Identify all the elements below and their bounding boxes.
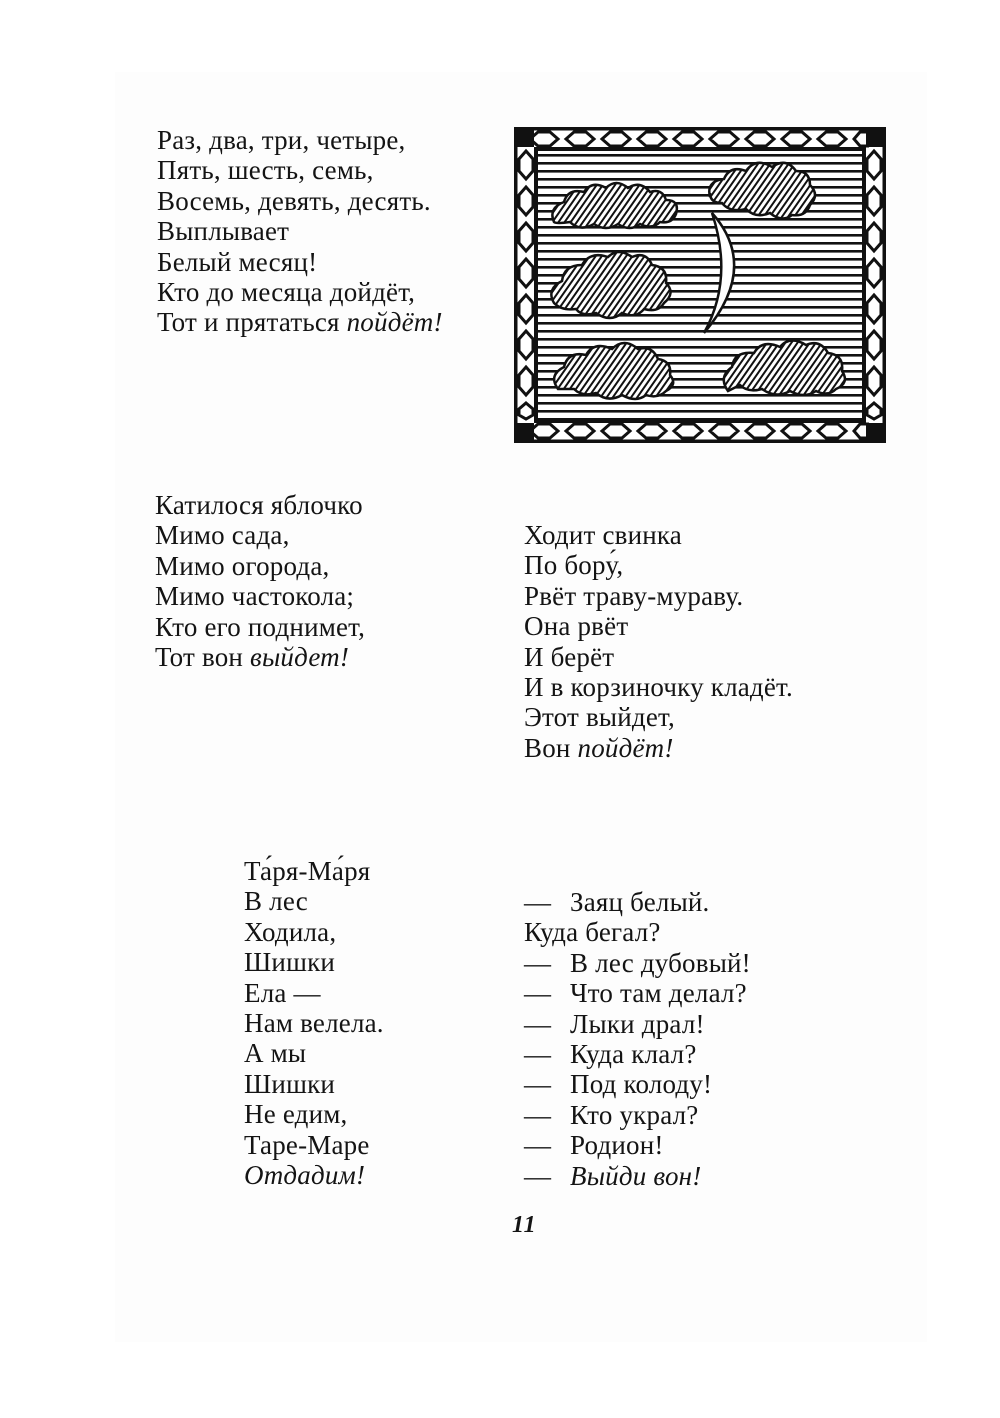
verse-line: — Лыки драл! <box>524 1008 705 1039</box>
verse-line: Белый месяц! <box>157 246 318 277</box>
verse-line: Рвёт траву-мураву. <box>524 580 744 611</box>
verse-line <box>244 1160 384 1190</box>
verse-line: В лес <box>244 886 308 917</box>
verse-line: Пять, шесть, семь, <box>157 155 374 186</box>
dialogue-dash: — <box>524 1008 552 1039</box>
verse-line: Куда бегал? <box>524 917 661 948</box>
verse-line: И в корзиночку кладёт. <box>524 671 793 702</box>
verse-line: Кто до месяца дойдёт, <box>157 276 416 307</box>
verse-line: Мимо сада, <box>155 520 290 551</box>
verse-line: Этот выйдет, <box>524 702 675 733</box>
verse-line: Восемь, девять, десять. <box>157 185 431 216</box>
verse-line: Нам велела. <box>244 1007 384 1038</box>
verse-line: А мы <box>244 1038 307 1069</box>
verse-line: Тот и прятаться пойдёт! <box>157 307 443 338</box>
verse-line: Ела — <box>244 977 321 1008</box>
rhyme-katilosya-yablochko <box>155 490 365 672</box>
verse-line <box>524 1161 751 1191</box>
page-number: 11 <box>512 1212 537 1238</box>
italic-emphasis: пойдёт! <box>577 732 674 763</box>
verse-line: — Что там делал? <box>524 978 747 1009</box>
verse-line: Мимо огорода, <box>155 550 330 581</box>
verse-line: Шишки <box>244 1068 336 1099</box>
verse-line: — В лес дубовый! <box>524 947 751 978</box>
verse-line: Кто его поднимет, <box>155 611 366 642</box>
verse-line: Ходила, <box>244 916 337 947</box>
verse-line: Тот вон выйдет! <box>155 641 350 672</box>
verse-line: — Под колоду! <box>524 1069 713 1100</box>
dialogue-dash: — <box>524 1099 552 1130</box>
dialogue-dash: — <box>524 1160 552 1191</box>
verse-line: По бору́, <box>524 550 624 581</box>
verse-line: — Кто украл? <box>524 1099 699 1130</box>
italic-emphasis: пойдёт! <box>346 307 443 338</box>
rhyme-tarya-marya <box>244 856 384 1190</box>
rhyme-zayats-belyy <box>524 887 751 1191</box>
dialogue-dash: — <box>524 978 552 1009</box>
italic-emphasis: Отдадим! <box>244 1159 366 1190</box>
verse-line: Катилося яблочко <box>155 490 363 520</box>
verse-line: — Заяц белый. <box>524 887 710 917</box>
dialogue-dash: — <box>524 1038 552 1069</box>
rhyme-raz-dva-tri <box>157 125 443 338</box>
italic-emphasis: выйдет! <box>250 641 350 672</box>
dialogue-dash: — <box>524 1130 552 1161</box>
verse-line: Выплывает <box>157 216 290 247</box>
dialogue-dash: — <box>524 887 552 917</box>
verse-line: Она рвёт <box>524 611 629 642</box>
moon-clouds-illustration <box>514 127 886 443</box>
dialogue-dash: — <box>524 947 552 978</box>
italic-emphasis: Выйди вон! <box>570 1160 702 1191</box>
verse-line: Раз, два, три, четыре, <box>157 125 406 155</box>
verse-line: Шишки <box>244 947 336 978</box>
dialogue-dash: — <box>524 1069 552 1100</box>
verse-line: Ходит свинка <box>524 520 682 550</box>
verse-line: Вон пойдёт! <box>524 732 674 763</box>
verse-line: И берёт <box>524 641 615 672</box>
verse-line: Мимо частокола; <box>155 581 355 612</box>
verse-line: Таре-Маре <box>244 1129 370 1160</box>
verse-line: Не едим, <box>244 1099 348 1130</box>
rhyme-khodit-svinka <box>524 520 793 763</box>
verse-line: — Куда клал? <box>524 1038 697 1069</box>
verse-line: — Родион! <box>524 1130 664 1161</box>
verse-line: Та́ря-Ма́ря <box>244 856 371 886</box>
